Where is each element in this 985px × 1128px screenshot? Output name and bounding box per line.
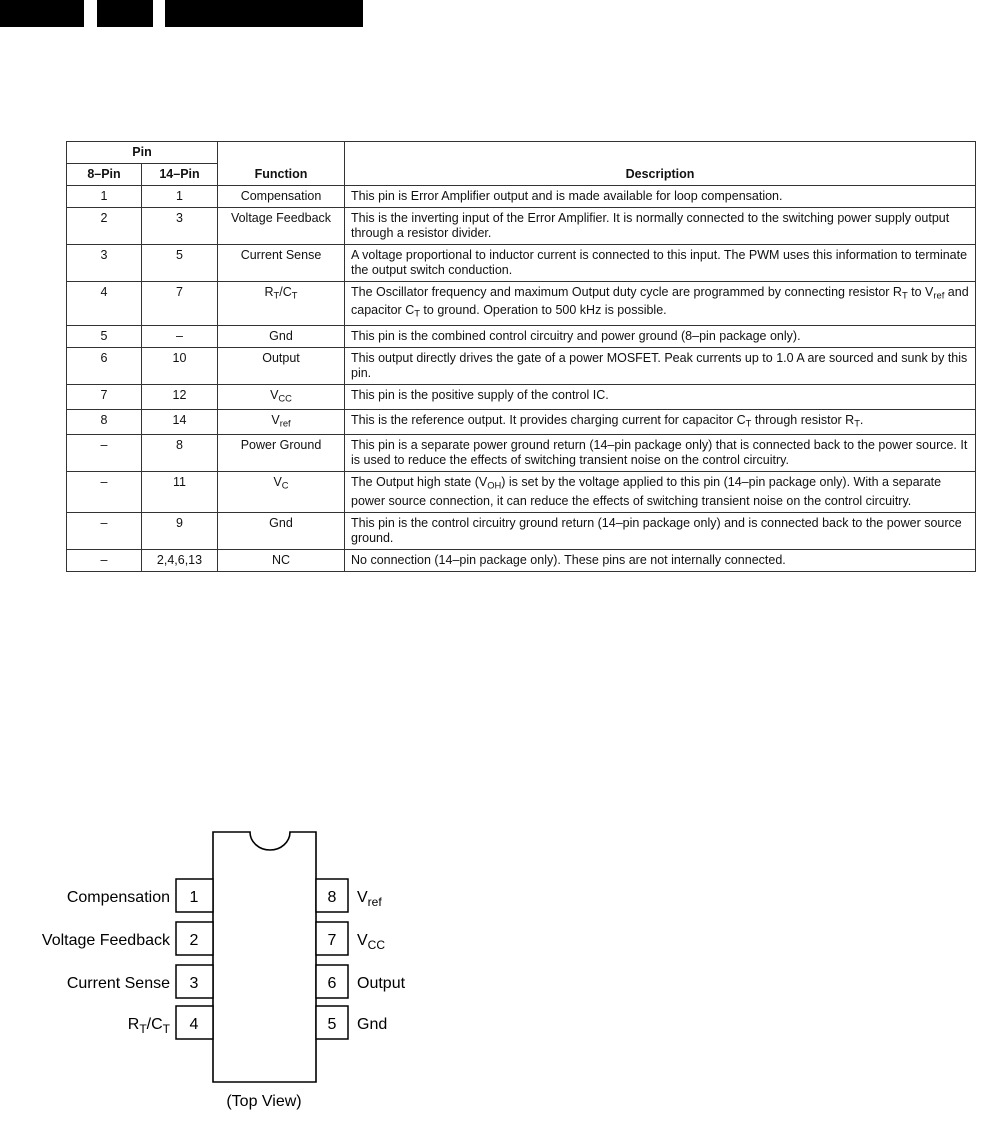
- table-row: [67, 435, 976, 472]
- pin-number: 2: [189, 932, 199, 949]
- pin8-cell: 5: [67, 325, 142, 347]
- pin-group-header: Pin: [67, 142, 218, 164]
- pin-label: Current Sense: [66, 975, 170, 992]
- pin14-cell: 1: [142, 186, 218, 208]
- description-cell: The Oscillator frequency and maximum Output duty cycle are programmed by connecting resistor $R_T$ to $V_{ref}$ and capacitor $C_T$ to ground. Operation to 500 kHz is possible.: [345, 282, 976, 326]
- table-row: [67, 245, 976, 282]
- pin-number: 1: [189, 889, 199, 906]
- pin14-cell: 9: [142, 512, 218, 549]
- pin14-cell: 2,4,6,13: [142, 549, 218, 571]
- pin8-cell: –: [67, 549, 142, 571]
- description-cell: This pin is Error Amplifier output and is made available for loop compensation.: [345, 186, 976, 208]
- pin8-cell: –: [67, 435, 142, 472]
- table-row: [67, 282, 976, 326]
- function-cell: $R_T/C_T$: [218, 282, 345, 326]
- pin14-cell: 8: [142, 435, 218, 472]
- table-row: [67, 549, 976, 571]
- pin-number: 6: [327, 975, 337, 992]
- pin8-cell: –: [67, 472, 142, 512]
- function-cell: Output: [218, 347, 345, 384]
- header-bar-block: [0, 0, 84, 27]
- pin8-cell: 7: [67, 384, 142, 409]
- pin-label: Compensation: [66, 889, 170, 906]
- table-row: [67, 208, 976, 245]
- header-bar-block: [97, 0, 153, 27]
- description-cell: This pin is the positive supply of the control IC.: [345, 384, 976, 409]
- pin8-cell: –: [67, 512, 142, 549]
- pin14-cell: 3: [142, 208, 218, 245]
- pin-label: Gnd: [357, 1016, 388, 1033]
- function-cell: Current Sense: [218, 245, 345, 282]
- function-cell: Power Ground: [218, 435, 345, 472]
- pin14-cell: –: [142, 325, 218, 347]
- pin14-cell: 11: [142, 472, 218, 512]
- pin-number: 3: [189, 975, 199, 992]
- pin8-cell: 3: [67, 245, 142, 282]
- ic-package-body: [213, 832, 316, 1082]
- description-cell: This pin is the combined control circuitry and power ground (8–pin package only).: [345, 325, 976, 347]
- pin-label: Output: [357, 975, 406, 992]
- pin-label: $R_T/C_T$: [127, 1016, 170, 1036]
- pin-number: 8: [327, 889, 337, 906]
- table-row: [67, 325, 976, 347]
- pin-number: 7: [327, 932, 337, 949]
- function-header: Function: [218, 142, 345, 186]
- function-cell: Gnd: [218, 325, 345, 347]
- pin8-cell: 8: [67, 410, 142, 435]
- pin8-cell: 4: [67, 282, 142, 326]
- function-cell: $V_C$: [218, 472, 345, 512]
- pin-number: 4: [189, 1016, 199, 1033]
- header-bar-block: [165, 0, 363, 27]
- description-cell: This is the reference output. It provides charging current for capacitor $C_T$ through resistor $R_T$.: [345, 410, 976, 435]
- table-row: [67, 186, 976, 208]
- pin-function-table: [66, 141, 976, 572]
- pin-label: Voltage Feedback: [41, 932, 170, 949]
- function-cell: $V_{CC}$: [218, 384, 345, 409]
- pin14-cell: 7: [142, 282, 218, 326]
- description-cell: This is the inverting input of the Error Amplifier. It is normally connected to the switching power supply output through a resistor divider.: [345, 208, 976, 245]
- top-view-caption: (Top View): [226, 1093, 302, 1110]
- pin8-cell: 1: [67, 186, 142, 208]
- table-row: [67, 347, 976, 384]
- function-cell: $V_{ref}$: [218, 410, 345, 435]
- table-row: [67, 472, 976, 512]
- table-row: [67, 384, 976, 409]
- description-cell: This output directly drives the gate of a power MOSFET. Peak currents up to 1.0 A are sourced and sunk by this pin.: [345, 347, 976, 384]
- table-row: [67, 410, 976, 435]
- function-cell: NC: [218, 549, 345, 571]
- description-header: Description: [345, 142, 976, 186]
- pin-label: $V_{CC}$: [357, 932, 386, 952]
- function-cell: Voltage Feedback: [218, 208, 345, 245]
- pin8-header: 8–Pin: [67, 164, 142, 186]
- pin14-header: 14–Pin: [142, 164, 218, 186]
- description-cell: No connection (14–pin package only). These pins are not internally connected.: [345, 549, 976, 571]
- description-cell: The Output high state $(V_{OH})$ is set by the voltage applied to this pin (14–pin package only). With a separate power source connection, it can reduce the effects of switching transient noise on the control circuitry.: [345, 472, 976, 512]
- table-row: [67, 512, 976, 549]
- pin-connection-diagram: [0, 830, 460, 1110]
- pin8-cell: 2: [67, 208, 142, 245]
- description-cell: A voltage proportional to inductor current is connected to this input. The PWM uses this information to terminate the output switch conduction.: [345, 245, 976, 282]
- function-cell: Gnd: [218, 512, 345, 549]
- table-header-row: [67, 142, 976, 164]
- pin14-cell: 10: [142, 347, 218, 384]
- pin-number: 5: [327, 1016, 337, 1033]
- pin-label: $V_{ref}$: [357, 889, 382, 909]
- pin14-cell: 5: [142, 245, 218, 282]
- description-cell: This pin is a separate power ground return (14–pin package only) that is connected back to the power source. It is used to reduce the effects of switching transient noise on the control circuitry.: [345, 435, 976, 472]
- description-cell: This pin is the control circuitry ground return (14–pin package only) and is connected back to the power source ground.: [345, 512, 976, 549]
- pin8-cell: 6: [67, 347, 142, 384]
- pin14-cell: 14: [142, 410, 218, 435]
- function-cell: Compensation: [218, 186, 345, 208]
- pin14-cell: 12: [142, 384, 218, 409]
